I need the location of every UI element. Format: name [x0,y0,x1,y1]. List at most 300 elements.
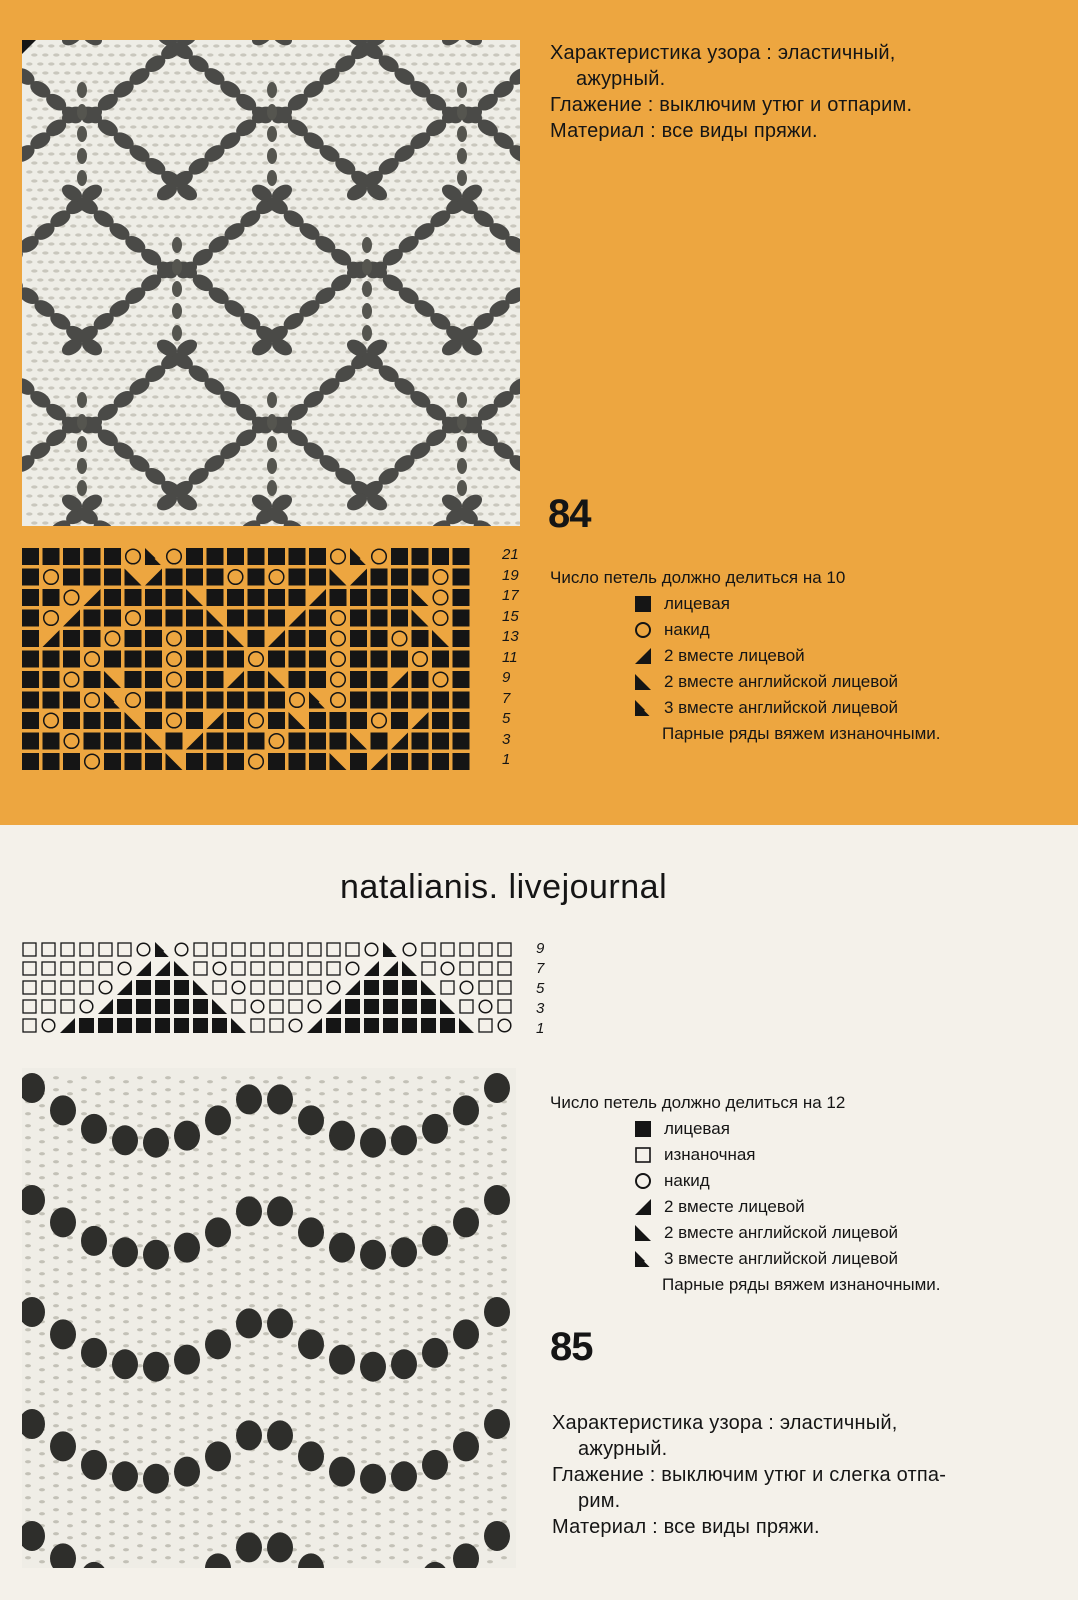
chart-cell [391,548,408,565]
chart-cell [371,630,388,647]
chart-cell [248,671,265,688]
chart-cell [289,1000,302,1013]
chart-cell [326,1018,341,1033]
chart-cell [207,753,224,770]
chart-cell [61,962,74,975]
chart-cell [364,1018,379,1033]
chart-cell [166,610,183,627]
chart-cell [309,733,326,750]
chart-cell [350,671,367,688]
chart-cell [498,943,511,956]
chart-cell [23,1019,36,1032]
chart-cell [412,630,429,647]
chart-cell [44,713,59,728]
chart-cell [44,611,59,626]
chart-cell [498,1019,511,1032]
chart-cell [155,1018,170,1033]
chart-cell [350,589,367,606]
chart-cell [227,589,244,606]
chart-cell [432,733,449,750]
chart-cell [251,943,264,956]
chart-cell [391,753,408,770]
chart-cell [248,589,265,606]
chart-cell [232,1000,245,1013]
characteristic-line: Характеристика узора : эластичный, [550,42,896,64]
chart-cell [330,733,347,750]
chart-cell [248,630,265,647]
chart-cell [174,961,189,976]
chart-cell [105,631,120,646]
legend-item-yarn-over: накид [550,617,941,643]
chart-cell [63,651,80,668]
ironing-line-cont: рим. [578,1490,621,1512]
chart-cell [309,630,326,647]
chart-cell [289,962,302,975]
chart-cell [383,961,398,976]
chart-cell [402,999,417,1014]
chart-cell [392,631,407,646]
chart-cell [126,549,141,564]
chart-cell [84,548,101,565]
chart-cell [289,589,306,606]
chart-cell [268,589,285,606]
chart-cell [350,569,367,586]
chart-cell [453,671,470,688]
chart-cell [498,962,511,975]
chart-cell [125,569,142,586]
chart-cell [213,981,226,994]
chart-cell [174,980,189,995]
chart-cell [23,981,36,994]
chart-cell [145,692,162,709]
chart-cell [268,692,285,709]
chart-cell [290,693,305,708]
chart-cell [479,1000,492,1013]
chart-cell [98,1018,113,1033]
ironing-line: Глажение : выключим утюг и отпарим. [550,94,913,116]
chart-cell [155,961,170,976]
chart-cell [136,1018,151,1033]
chart-cell [155,942,170,957]
chart-cell [125,753,142,770]
chart-cell [346,943,359,956]
material-line: Материал : все виды пряжи. [550,120,818,142]
chart-cell [270,981,283,994]
chart-cell [412,733,429,750]
chart-cell [289,753,306,770]
chart-cell [268,671,285,688]
chart-cell [227,651,244,668]
chart-cell [174,999,189,1014]
yarn-over-circle-icon [632,1170,654,1192]
chart-cell [440,1018,455,1033]
chart-cell [372,713,387,728]
chart-cell [104,733,121,750]
chart-cell [270,962,283,975]
chart-cell [433,570,448,585]
chart-cell [80,943,93,956]
chart-cell [327,981,340,994]
row-label: 1 [502,751,511,768]
chart-cell [371,651,388,668]
chart-cell [453,548,470,565]
chart-cell [43,671,60,688]
chart-cell [289,733,306,750]
chart-cell [186,733,203,750]
chart-cell [137,943,150,956]
yarn-over-circle-icon [632,619,654,641]
chart-cell [268,753,285,770]
chart-cell [249,713,264,728]
chart-cell [118,962,131,975]
chart-cell [22,569,39,586]
chart-cell [309,692,326,709]
chart-cell [371,610,388,627]
chart-cell [433,611,448,626]
chart-cell [289,651,306,668]
chart-cell [453,651,470,668]
chart-cell [63,630,80,647]
chart-cell [22,712,39,729]
pattern-85-photo [22,1068,516,1568]
chart-cell [422,943,435,956]
legend-item-knit: лицевая [550,1116,941,1142]
chart-cell [460,1000,473,1013]
chart-cell [309,548,326,565]
chart-cell [145,651,162,668]
chart-cell [207,733,224,750]
chart-cell [63,610,80,627]
chart-cell [145,630,162,647]
chart-cell [372,549,387,564]
chart-cell [43,589,60,606]
chart-cell [212,1018,227,1033]
chart-cell [44,570,59,585]
chart-cell [251,1000,264,1013]
chart-cell [248,692,265,709]
chart-cell [479,981,492,994]
chart-cell [227,671,244,688]
chart-cell [136,961,151,976]
chart-cell [309,569,326,586]
chart-cell [331,652,346,667]
chart-cell [213,943,226,956]
chart-cell [432,753,449,770]
chart-cell [61,1000,74,1013]
chart-cell [453,610,470,627]
chart-cell [64,734,79,749]
chart-cell [167,713,182,728]
stitch-count: Число петель должно делиться на 10 [550,568,846,587]
chart-cell [289,630,306,647]
chart-cell [309,651,326,668]
pattern-85-number: 85 [550,1325,593,1369]
chart-cell [42,943,55,956]
chart-cell [309,712,326,729]
legend-item-k2tog: 2 вместе лицевой [550,643,941,669]
chart-cell [249,754,264,769]
chart-cell [85,754,100,769]
chart-cell [104,692,121,709]
chart-cell [80,981,93,994]
chart-cell [251,962,264,975]
chart-cell [391,610,408,627]
chart-cell [412,753,429,770]
chart-cell [104,753,121,770]
chart-cell [193,999,208,1014]
chart-cell [207,610,224,627]
watermark: natalianis. livejournal [340,868,668,906]
chart-cell [22,753,39,770]
chart-cell [167,672,182,687]
chart-cell [145,548,162,565]
chart-cell [232,981,245,994]
row-label: 5 [502,710,511,727]
chart-cell [309,610,326,627]
pattern-85-legend [550,1090,941,1298]
chart-cell [186,589,203,606]
chart-cell [421,999,436,1014]
row-label: 19 [502,566,519,584]
chart-cell [402,980,417,995]
chart-cell [213,962,226,975]
chart-cell [364,999,379,1014]
chart-cell [391,651,408,668]
chart-cell [22,589,39,606]
chart-cell [270,1000,283,1013]
chart-cell [383,999,398,1014]
chart-cell [289,569,306,586]
chart-cell [186,753,203,770]
chart-cell [207,548,224,565]
knit-square-icon [632,1118,654,1140]
chart-cell [227,610,244,627]
chart-cell [63,692,80,709]
chart-cell [167,652,182,667]
chart-cell [330,589,347,606]
chart-cell [441,943,454,956]
k2tog-triangle-icon [632,1196,654,1218]
chart-cell [207,651,224,668]
chart-cell [125,630,142,647]
chart-cell [117,1018,132,1033]
chart-cell [84,671,101,688]
chart-cell [61,943,74,956]
chart-cell [412,692,429,709]
pattern-84-legend [550,565,941,747]
chart-cell [186,692,203,709]
chart-cell [432,548,449,565]
k3tog-english-icon [632,1248,654,1270]
chart-cell [43,548,60,565]
chart-cell [42,981,55,994]
chart-cell [167,549,182,564]
characteristic-line: Характеристика узора : эластичный, [552,1412,898,1434]
chart-cell [22,630,39,647]
chart-cell [186,610,203,627]
chart-cell [479,962,492,975]
chart-cell [145,589,162,606]
chart-cell [227,548,244,565]
characteristic-line-cont: ажурный. [578,1438,668,1460]
chart-cell [84,610,101,627]
chart-cell [432,651,449,668]
chart-cell [145,712,162,729]
chart-cell [22,692,39,709]
chart-cell [350,692,367,709]
chart-cell [365,943,378,956]
chart-cell [104,651,121,668]
chart-cell [232,962,245,975]
chart-cell [350,630,367,647]
chart-cell [453,733,470,750]
chart-cell [345,999,360,1014]
chart-cell [84,712,101,729]
ironing-line: Глажение : выключим утюг и слегка отпа- [552,1464,947,1486]
chart-cell [412,712,429,729]
row-label: 7 [536,960,545,977]
chart-cell [166,733,183,750]
legend-item-purl: изнаночная [550,1142,941,1168]
chart-cell [145,671,162,688]
chart-cell [23,962,36,975]
chart-cell [498,1000,511,1013]
chart-cell [248,569,265,586]
chart-cell [167,631,182,646]
chart-cell [326,999,341,1014]
chart-cell [460,962,473,975]
chart-cell [248,610,265,627]
chart-cell [453,589,470,606]
chart-cell [61,981,74,994]
k2tog-english-triangle-icon [632,671,654,693]
chart-cell [126,693,141,708]
pattern-84-photo [22,40,520,526]
chart-cell [309,589,326,606]
chart-cell [64,590,79,605]
chart-cell [350,712,367,729]
chart-cell [227,753,244,770]
chart-cell [412,610,429,627]
chart-cell [391,733,408,750]
chart-cell [174,1018,189,1033]
chart-cell [331,672,346,687]
chart-cell [194,943,207,956]
chart-cell [125,733,142,750]
chart-cell [268,548,285,565]
chart-cell [289,671,306,688]
chart-cell [155,999,170,1014]
legend-item-k2tog-english: 2 вместе английской лицевой [550,669,941,695]
chart-cell [22,671,39,688]
chart-cell [63,712,80,729]
chart-cell [207,589,224,606]
even-rows-note: Парные ряды вяжем изнаночными. [662,1275,941,1294]
chart-cell [80,1000,93,1013]
chart-cell [350,651,367,668]
chart-cell [207,712,224,729]
chart-cell [460,981,473,994]
chart-cell [22,610,39,627]
chart-cell [383,1018,398,1033]
chart-cell [227,733,244,750]
chart-cell [269,570,284,585]
chart-cell [85,693,100,708]
chart-cell [104,548,121,565]
chart-cell [412,671,429,688]
chart-cell [145,569,162,586]
chart-cell [207,630,224,647]
chart-cell [186,548,203,565]
chart-cell [459,1018,474,1033]
chart-cell [441,962,454,975]
chart-cell [268,651,285,668]
chart-cell [432,692,449,709]
row-label: 3 [536,1000,545,1017]
chart-cell [350,610,367,627]
chart-cell [104,712,121,729]
chart-cell [350,733,367,750]
chart-cell [289,943,302,956]
chart-cell [371,589,388,606]
row-label: 13 [502,628,519,645]
legend-item-k2tog: 2 вместе лицевой [550,1194,941,1220]
chart-cell [289,610,306,627]
row-label: 7 [502,689,511,707]
chart-cell [23,943,36,956]
chart-cell [289,981,302,994]
chart-cell [331,693,346,708]
pattern-84-number: 84 [548,492,591,536]
chart-cell [212,999,227,1014]
legend-item-k2tog-english: 2 вместе английской лицевой [550,1220,941,1246]
chart-cell [433,590,448,605]
chart-cell [136,999,151,1014]
chart-cell [207,569,224,586]
chart-cell [118,943,131,956]
chart-cell [207,692,224,709]
chart-cell [270,943,283,956]
legend-item-knit: лицевая [550,591,941,617]
chart-cell [248,548,265,565]
row-label: 9 [502,669,511,686]
chart-cell [498,981,511,994]
chart-cell [308,1000,321,1013]
chart-cell [60,1018,75,1033]
chart-cell [166,569,183,586]
chart-cell [84,569,101,586]
row-label: 1 [536,1020,545,1037]
chart-cell [136,980,151,995]
chart-cell [330,569,347,586]
chart-cell [432,630,449,647]
chart-cell [345,980,360,995]
chart-cell [155,980,170,995]
chart-cell [371,569,388,586]
chart-cell [403,943,416,956]
row-label: 21 [502,546,519,563]
chart-cell [422,962,435,975]
chart-cell [175,943,188,956]
row-label: 11 [502,648,518,666]
chart-cell [22,733,39,750]
chart-cell [453,630,470,647]
row-label: 17 [502,587,519,604]
chart-cell [249,652,264,667]
chart-cell [268,610,285,627]
chart-cell [251,981,264,994]
chart-cell [371,671,388,688]
